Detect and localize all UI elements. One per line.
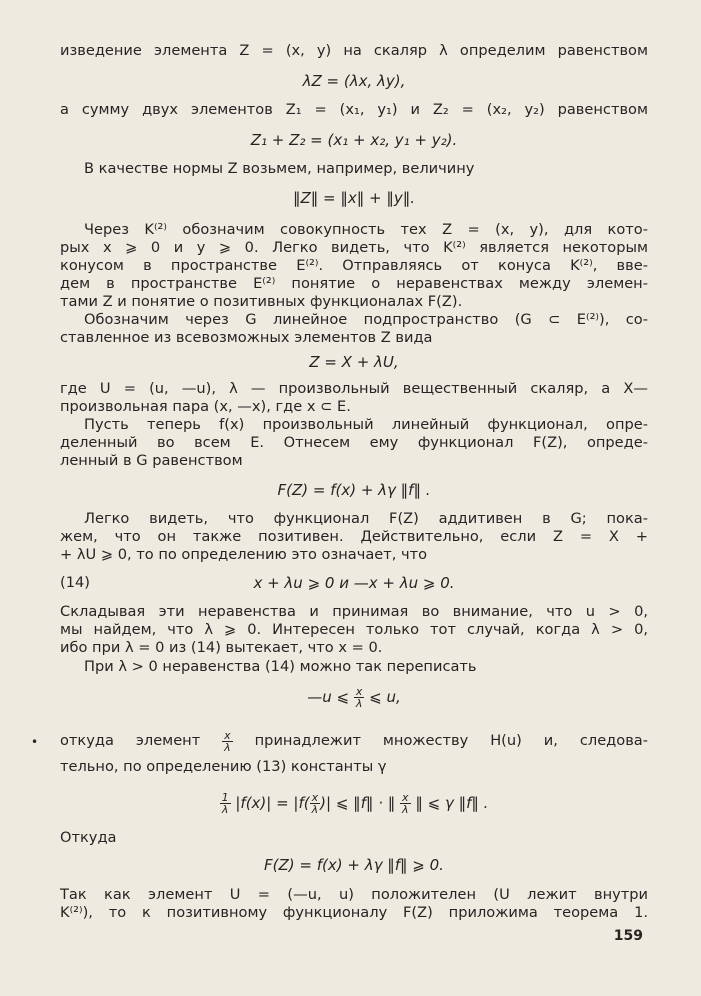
equation: [60, 788, 648, 818]
fraction: [222, 730, 233, 753]
text-part: откуда элемент: [60, 732, 201, 749]
text-line: Откуда: [60, 829, 117, 846]
text-line: где U = (u, —u), λ — произвольный вещественный скаляр, а X—: [60, 380, 648, 397]
equation-number: (14): [60, 574, 90, 591]
equation: x + λu ⩾ 0 и —x + λu ⩾ 0.: [253, 574, 455, 592]
eq-part: |f(x)| = |f(: [235, 794, 310, 812]
eq-part: ⩽ u,: [369, 688, 401, 706]
text-line: Легко видеть, что функционал F(Z) аддитивен в G; пока-: [84, 510, 648, 527]
eq-part: —u ⩽: [307, 688, 350, 706]
text-line: а сумму двух элементов Z₁ = (x₁, y₁) и Z₂ = (x₂, y₂) равенством: [60, 101, 648, 118]
text-line: деленный во всем E. Отнесем ему функционал F(Z), опреде-: [60, 434, 648, 451]
eq-part: )| ⩽ ‖f‖ · ‖: [320, 794, 396, 812]
equation: λZ = (λx, λy),: [302, 72, 406, 90]
text-line: Через K⁽²⁾ обозначим совокупность тех Z = (x, y), для кото-: [84, 221, 648, 238]
text-line: Так как элемент U = (—u, u) положителен (U лежит внутри: [60, 886, 648, 903]
text-line: конусом в пространстве E⁽²⁾. Отправляясь от конуса K⁽²⁾, вве-: [60, 257, 648, 274]
fraction-numerator: x: [402, 791, 409, 804]
text-line: + λU ⩾ 0, то по определению это означает, что: [60, 546, 428, 563]
text-line: рых x ⩾ 0 и y ⩾ 0. Легко видеть, что K⁽²⁾ является некоторым: [60, 239, 648, 256]
fraction-denominator: λ: [311, 803, 319, 816]
text-line: Обозначим через G линейное подпространство (G ⊂ E⁽²⁾), со-: [84, 311, 648, 328]
text-line: тельно, по определению (13) константы γ: [60, 758, 387, 775]
text-part: принадлежит множеству H(u) и, следова-: [254, 732, 649, 749]
equation: Z₁ + Z₂ = (x₁ + x₂, y₁ + y₂).: [250, 131, 458, 149]
margin-bullet: •: [31, 735, 39, 749]
fraction-numerator: 1: [221, 791, 229, 804]
page-number: 159: [613, 928, 643, 944]
text-line: Пусть теперь f(x) произвольный линейный функционал, опре-: [84, 416, 648, 433]
text-line: дем в пространстве E⁽²⁾ понятие о неравенствах между элемен-: [60, 275, 648, 292]
equation: F(Z) = f(x) + λγ ‖f‖ .: [277, 481, 431, 499]
text-line: тами Z и понятие о позитивных функционалах F(Z).: [60, 293, 463, 310]
fraction-denominator: λ: [224, 740, 231, 754]
fraction: [310, 792, 321, 815]
equation: [60, 683, 648, 711]
equation: ‖Z‖ = ‖x‖ + ‖y‖.: [292, 189, 415, 207]
fraction: [354, 686, 365, 709]
text-line: Складывая эти неравенства и принимая во внимание, что u > 0,: [60, 603, 648, 620]
fraction: [220, 792, 231, 815]
text-line: K⁽²⁾), то к позитивному функционалу F(Z) приложима теорема 1.: [60, 904, 648, 921]
eq-part: ‖ ⩽ γ ‖f‖ .: [415, 794, 489, 812]
fraction-denominator: λ: [402, 803, 409, 816]
fraction: [400, 792, 411, 815]
text-line: В качестве нормы Z возьмем, например, величину: [84, 160, 475, 177]
equation: F(Z) = f(x) + λγ ‖f‖ ⩾ 0.: [264, 856, 444, 874]
fraction-denominator: λ: [221, 803, 229, 816]
fraction-numerator: x: [355, 685, 363, 698]
text-line: произвольная пара (x, —x), где x ⊂ E.: [60, 398, 351, 415]
equation: Z = X + λU,: [309, 353, 399, 371]
text-line: ибо при λ = 0 из (14) вытекает, что x = 0.: [60, 639, 383, 656]
text-line: ленный в G равенством: [60, 452, 243, 469]
text-line: жем, что он также позитивен. Действительно, если Z = X +: [60, 528, 648, 545]
text-line: [60, 727, 648, 755]
fraction-denominator: λ: [355, 697, 363, 710]
text-line: мы найдем, что λ ⩾ 0. Интересен только тот случай, когда λ > 0,: [60, 621, 648, 638]
text-line: ставленное из всевозможных элементов Z вида: [60, 329, 433, 346]
text-line: При λ > 0 неравенства (14) можно так переписать: [84, 658, 477, 675]
fraction-numerator: x: [224, 728, 231, 742]
text-line: изведение элемента Z = (x, y) на скаляр λ определим равенством: [60, 42, 648, 59]
fraction-numerator: x: [311, 791, 319, 804]
